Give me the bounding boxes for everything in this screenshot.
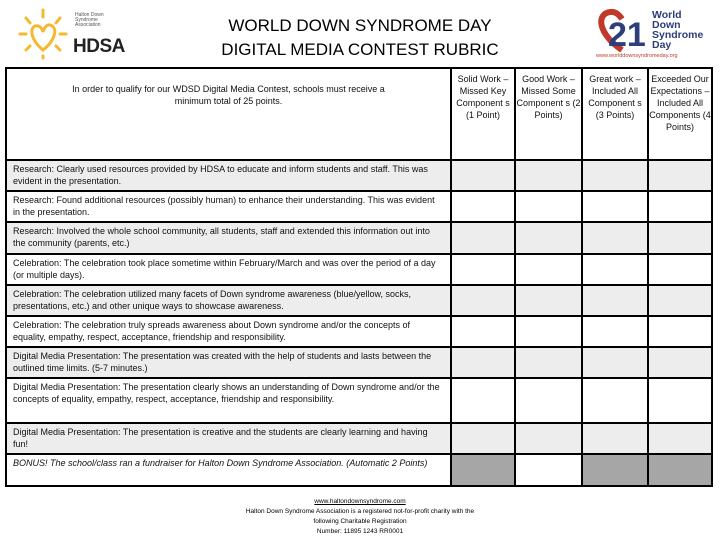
hdsa-full-name: Halton Down Syndrome Association: [75, 12, 104, 28]
heart-21-icon: [594, 6, 650, 52]
criteria-text: Research: Involved the whole school community, all students, staff and extended this information out into the community (parents, etc.): [6, 222, 451, 254]
criteria-text: Digital Media Presentation: The presentation is creative and the students are clearly learning and having fun!: [6, 423, 451, 454]
score-cell[interactable]: [648, 423, 712, 454]
header-row: [6, 68, 712, 160]
score-cell[interactable]: [648, 347, 712, 378]
criteria-row: [6, 347, 712, 378]
score-cell[interactable]: [451, 191, 515, 222]
score-cell[interactable]: [451, 423, 515, 454]
score-cell[interactable]: [451, 316, 515, 347]
score-cell[interactable]: [451, 254, 515, 285]
score-cell[interactable]: [648, 285, 712, 316]
score-cell[interactable]: [582, 285, 648, 316]
criteria-row: [6, 191, 712, 222]
score-cell[interactable]: [582, 160, 648, 191]
bonus-text: BONUS! The school/class ran a fundraiser for Halton Down Syndrome Association. (Automatic 2 Points): [6, 454, 451, 486]
score-cell[interactable]: [648, 191, 712, 222]
score-cell[interactable]: [515, 222, 582, 254]
title-line-2: DIGITAL MEDIA CONTEST RUBRIC: [221, 40, 499, 59]
score-cell[interactable]: [451, 347, 515, 378]
criteria-text: Celebration: The celebration took place sometime within February/March and was over the period of a day (or multiple days).: [6, 254, 451, 285]
wdsd-url: www.worlddownsyndromeday.org: [596, 53, 678, 59]
score-cell[interactable]: [515, 160, 582, 191]
score-cell[interactable]: [582, 222, 648, 254]
score-cell[interactable]: [582, 347, 648, 378]
criteria-row: [6, 285, 712, 316]
sun-heart-icon: [18, 8, 68, 60]
score-cell[interactable]: [515, 285, 582, 316]
criteria-row: [6, 423, 712, 454]
score-cell[interactable]: [515, 423, 582, 454]
intro-cell: In order to qualify for our WDSD Digital Media Contest, schools must receive a minimum total of 25 points.: [6, 68, 451, 160]
score-cell[interactable]: [582, 191, 648, 222]
score-cell[interactable]: [582, 423, 648, 454]
criteria-text: Digital Media Presentation: The presentation clearly shows an understanding of Down syndrome and/or the concepts of equality, empathy, respect, acceptance, friendship and responsibility.: [6, 378, 451, 423]
score-cell[interactable]: [648, 316, 712, 347]
wdsd-logo: [594, 6, 719, 62]
score-cell[interactable]: [648, 160, 712, 191]
column-header: Solid Work – Missed Key Component s (1 Point): [451, 68, 515, 160]
score-cell[interactable]: [582, 254, 648, 285]
score-cell[interactable]: [515, 254, 582, 285]
score-cell-disabled: [582, 454, 648, 486]
column-header: Great work – Included All Component s (3 Points): [582, 68, 648, 160]
wdsd-name: World Down Syndrome Day: [652, 9, 704, 51]
score-cell[interactable]: [582, 316, 648, 347]
bonus-row: [6, 454, 712, 486]
criteria-text: Celebration: The celebration utilized many facets of Down syndrome awareness (blue/yellow, socks, presentations, etc.) and other unique ways to showcase awareness.: [6, 285, 451, 316]
score-cell[interactable]: [582, 378, 648, 423]
rubric-table: [5, 67, 713, 487]
column-header: Good Work – Missed Some Component s (2 Points): [515, 68, 582, 160]
criteria-row: [6, 222, 712, 254]
hdsa-abbr: HDSA: [73, 36, 125, 57]
title-line-1: WORLD DOWN SYNDROME DAY: [228, 16, 492, 35]
score-cell[interactable]: [648, 378, 712, 423]
hdsa-logo: [18, 8, 128, 60]
criteria-text: Research: Clearly used resources provided by HDSA to educate and inform students and staff. This was evident in the presentation.: [6, 160, 451, 191]
footer: [240, 497, 480, 537]
score-cell[interactable]: [451, 160, 515, 191]
score-cell[interactable]: [515, 191, 582, 222]
page-title: [160, 14, 560, 62]
score-cell-disabled: [648, 454, 712, 486]
score-cell[interactable]: [515, 316, 582, 347]
score-cell[interactable]: [515, 347, 582, 378]
svg-text:21: 21: [608, 16, 646, 52]
criteria-row: [6, 378, 712, 423]
score-cell[interactable]: [451, 378, 515, 423]
criteria-row: [6, 254, 712, 285]
score-cell[interactable]: [451, 285, 515, 316]
criteria-text: Digital Media Presentation: The presentation was created with the help of students and lasts between the outlined time limits. (5-7 minutes.): [6, 347, 451, 378]
score-cell[interactable]: [515, 378, 582, 423]
footer-link[interactable]: www.haltondownsyndrome.com: [314, 498, 406, 505]
score-cell[interactable]: [451, 222, 515, 254]
footer-registration-number: Number: 11895 1243 RR0001: [316, 528, 404, 535]
score-cell-disabled: [451, 454, 515, 486]
footer-charity-text: Halton Down Syndrome Association is a registered not-for-profit charity with the following Charitable Registration: [245, 508, 475, 525]
column-header: Exceeded Our Expectations – Included All Components (4 Points): [648, 68, 712, 160]
criteria-text: Research: Found additional resources (possibly human) to enhance their understanding. This was evident in the presentation.: [6, 191, 451, 222]
criteria-row: [6, 160, 712, 191]
criteria-text: Celebration: The celebration truly spreads awareness about Down syndrome and/or the concepts of equality, empathy, respect, acceptance, friendship and responsibility.: [6, 316, 451, 347]
score-cell[interactable]: [648, 254, 712, 285]
score-cell[interactable]: [648, 222, 712, 254]
criteria-row: [6, 316, 712, 347]
score-cell[interactable]: [515, 454, 582, 486]
